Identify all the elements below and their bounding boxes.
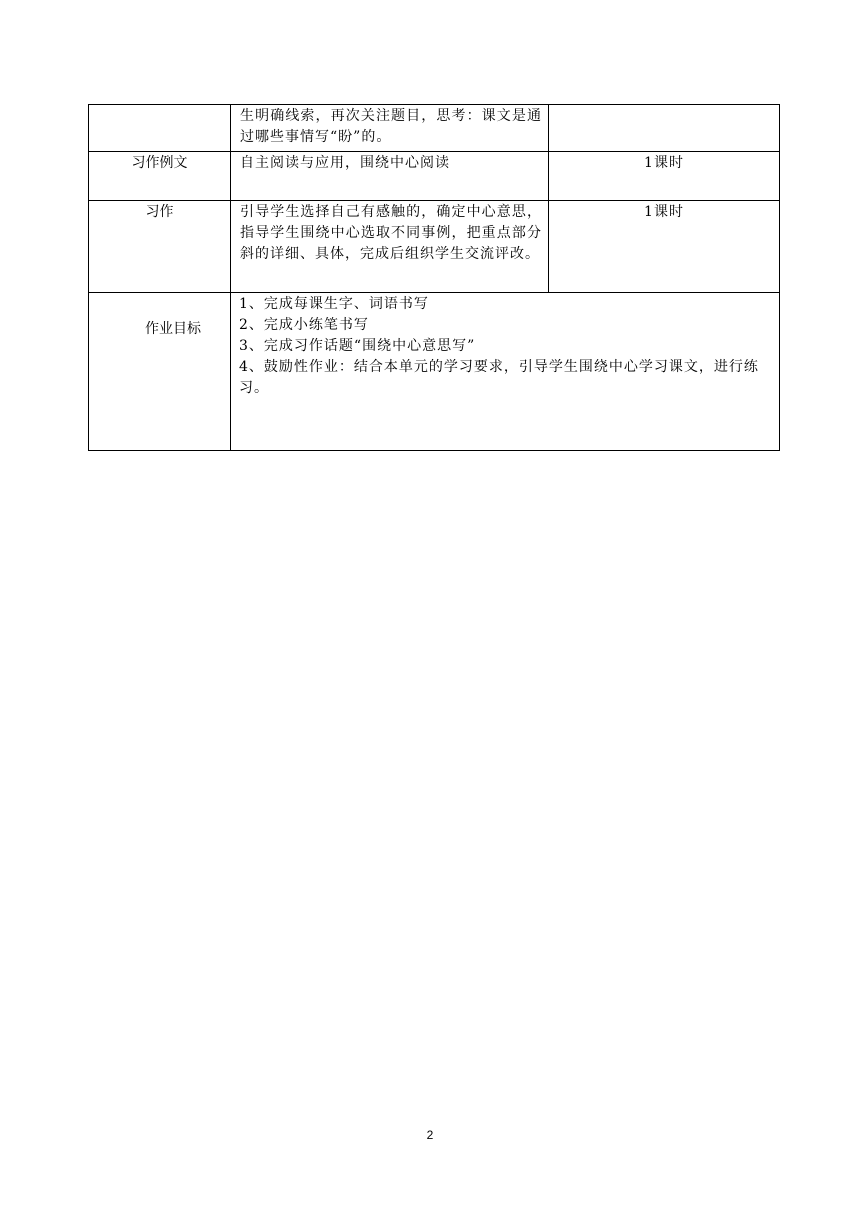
homework-content-cell (231, 293, 780, 451)
table-row (89, 293, 780, 451)
homework-goal-item: 4、鼓励性作业：结合本单元的学习要求，引导学生围绕中心学习课文，进行练习。 (239, 359, 759, 396)
table-row (89, 152, 780, 201)
row-label-cell (89, 201, 231, 293)
row-time (549, 105, 779, 106)
homework-goal-item: 2、完成小练笔书写 (239, 317, 369, 333)
table-row (89, 201, 780, 293)
row-time: 1课时 (644, 204, 684, 220)
row-label-cell (89, 152, 231, 201)
row-content-cell (231, 152, 549, 201)
row-content-cell (231, 201, 549, 293)
page-number: 2 (426, 1128, 434, 1142)
homework-goal-item: 1、完成每课生字、词语书写 (239, 296, 429, 312)
row-label: 习作 (145, 204, 174, 220)
homework-label: 作业目标 (145, 321, 201, 337)
row-content: 引导学生选择自己有感触的，确定中心意思，指导学生围绕中心选取不同事例，把重点部分斜的详细、具体，完成后组织学生交流评改。 (240, 204, 542, 262)
homework-goal-list (231, 293, 779, 399)
homework-label-cell (89, 293, 231, 451)
row-content-cell (231, 105, 549, 152)
row-time: 1课时 (644, 155, 684, 171)
row-label: 习作例文 (131, 155, 188, 171)
lesson-plan-table (88, 104, 780, 451)
row-time-cell (549, 152, 780, 201)
table-row (89, 105, 780, 152)
row-label (89, 105, 230, 106)
row-time-cell (549, 105, 780, 152)
row-content: 自主阅读与应用，围绕中心阅读 (240, 155, 450, 171)
row-label-cell (89, 105, 231, 152)
row-content: 生明确线索，再次关注题目，思考：课文是通过哪些事情写“盼”的。 (240, 108, 542, 145)
homework-goal-item: 3、完成习作话题“围绕中心意思写” (239, 338, 476, 354)
row-time-cell (549, 201, 780, 293)
